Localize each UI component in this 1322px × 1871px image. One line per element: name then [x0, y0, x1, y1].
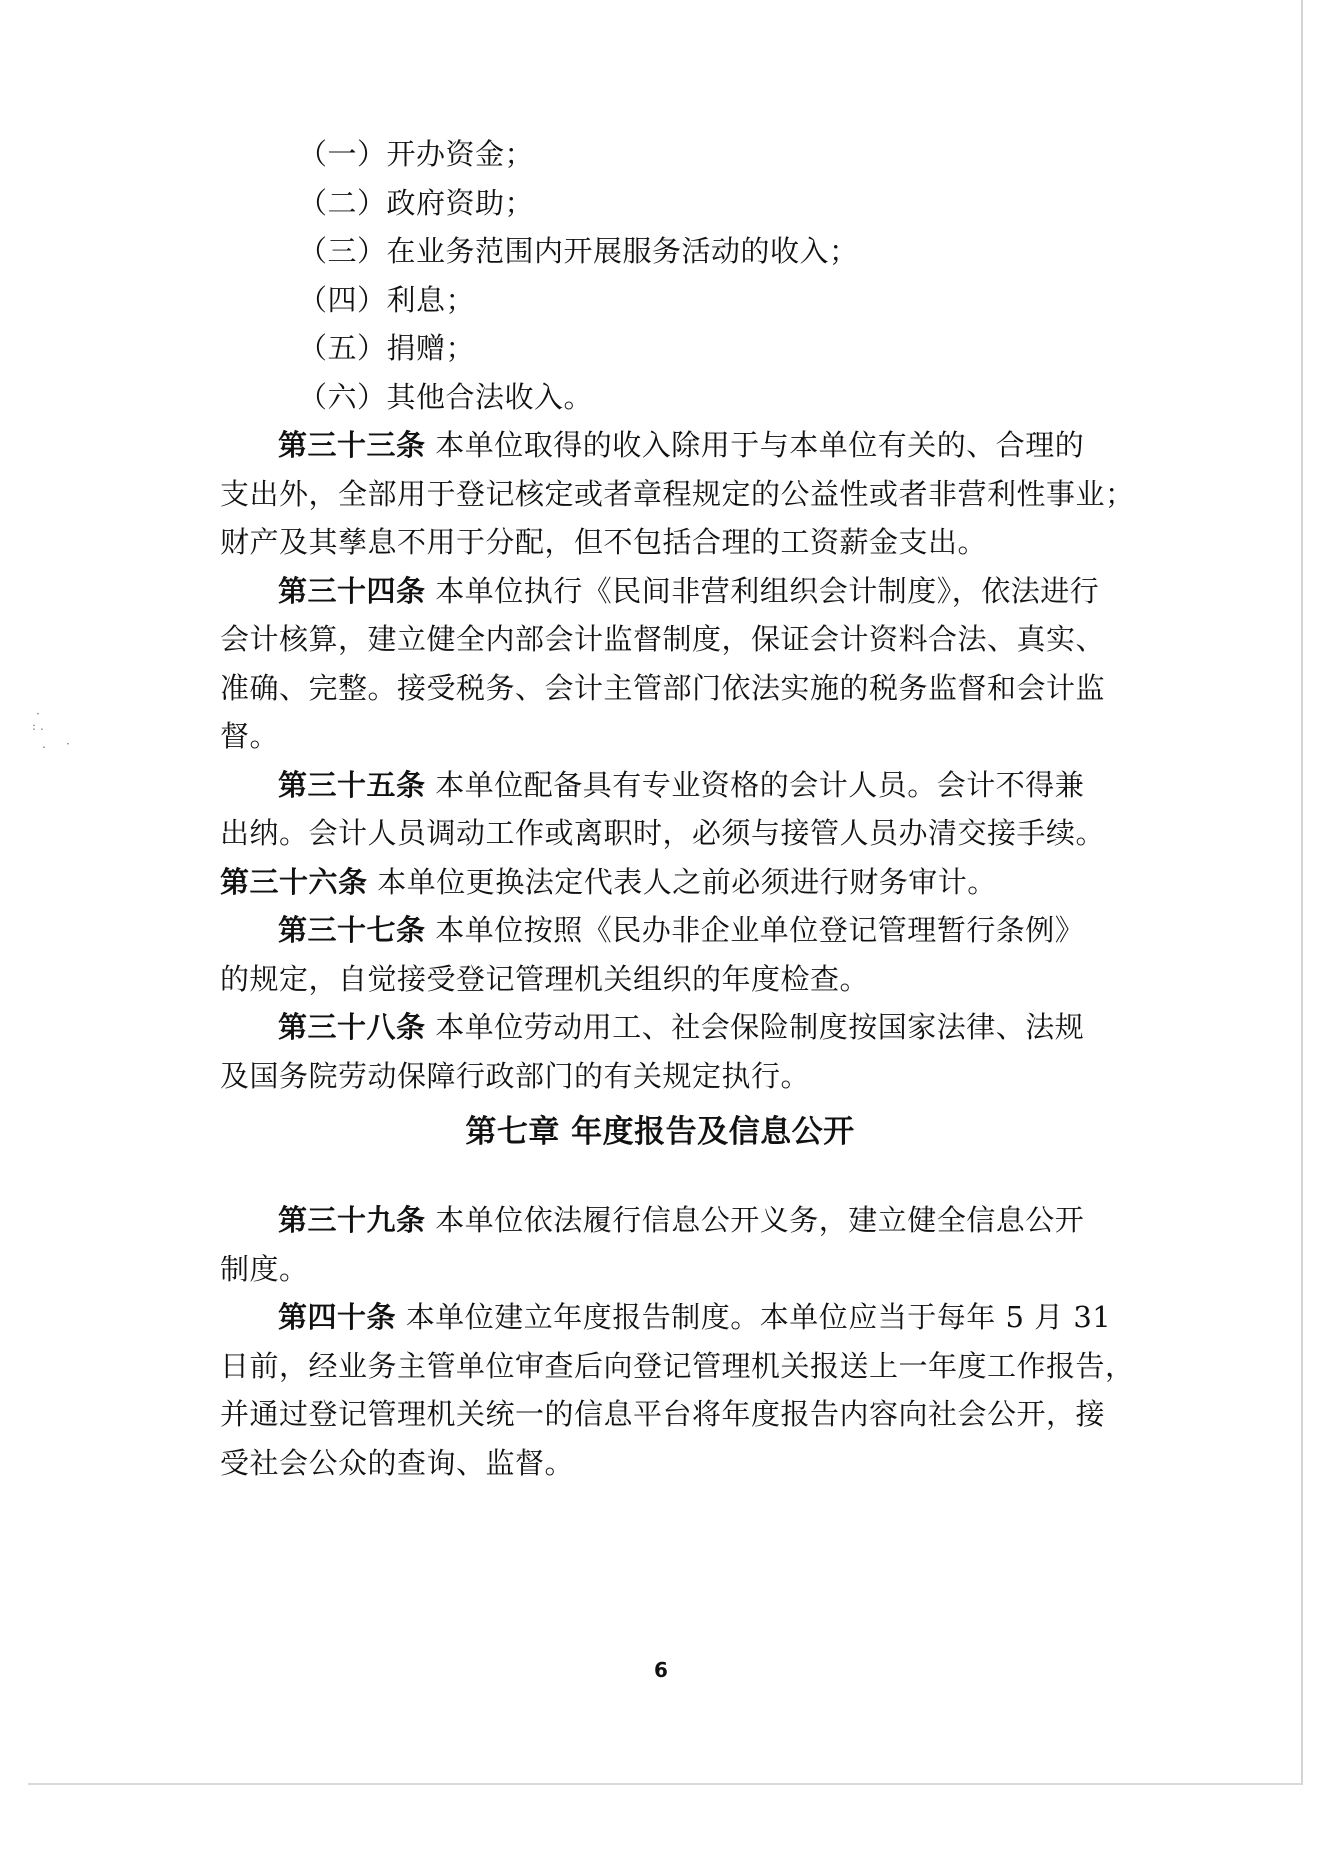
article-text: 本单位配备具有专业资格的会计人员。会计不得兼	[435, 767, 1085, 802]
article-text: 的规定，自觉接受登记管理机关组织的年度检查。	[220, 961, 870, 996]
article-35	[220, 761, 1106, 858]
chapter-heading: 第七章 年度报告及信息公开	[465, 1114, 855, 1150]
article-38	[220, 1003, 1100, 1100]
article-text: 日前，经业务主管单位审查后向登记管理机关报送上一年度工作报告，	[220, 1348, 1135, 1383]
article-text: 会计核算，建立健全内部会计监督制度，保证会计资料合法、真实、	[220, 622, 1106, 656]
article-label: 第三十九条	[278, 1203, 426, 1237]
margin-specks: · : . . ·	[32, 707, 70, 751]
article-text: 本单位劳动用工、社会保险制度按国家法律、法规	[435, 1010, 1085, 1044]
scan-right-edge	[1301, 0, 1303, 1785]
article-text: 本单位取得的收入除用于与本单位有关的、合理的	[435, 428, 1085, 462]
list-item: （一）开办资金；	[298, 137, 535, 171]
article-label: 第三十八条	[278, 1010, 426, 1044]
article-37	[220, 906, 1100, 1003]
list-item: （三）在业务范围内开展服务活动的收入；	[298, 234, 859, 268]
document-body	[220, 130, 1135, 1487]
scan-bottom-edge	[28, 1783, 1303, 1785]
list-item: （四）利息；	[298, 282, 476, 317]
article-label: 第三十三条	[278, 428, 426, 462]
article-33	[220, 421, 1135, 567]
article-36	[220, 858, 1100, 907]
article-text: 制度。	[220, 1251, 309, 1286]
article-text: 本单位建立年度报告制度。本单位应当于每年 5 月 31	[405, 1300, 1112, 1334]
article-text: 出纳。会计人员调动工作或离职时，必须与接管人员办清交接手续。	[220, 816, 1106, 850]
article-label: 第四十条	[278, 1300, 397, 1334]
article-text: 准确、完整。接受税务、会计主管部门依法实施的税务监督和会计监	[220, 670, 1106, 705]
article-text: 本单位按照《民办非企业单位登记管理暂行条例》	[435, 913, 1085, 947]
article-text: 受社会公众的查询、监督。	[220, 1445, 575, 1480]
article-39	[220, 1196, 1100, 1293]
article-text: 本单位更换法定代表人之前必须进行财务审计。	[377, 864, 997, 899]
article-40	[220, 1293, 1135, 1487]
article-text: 本单位执行《民间非营利组织会计制度》，依法进行	[435, 573, 1100, 608]
article-text: 本单位依法履行信息公开义务，建立健全信息公开	[435, 1203, 1085, 1237]
article-label: 第三十五条	[278, 767, 426, 802]
list-item: （五）捐赠；	[298, 331, 476, 365]
article-label: 第三十四条	[278, 573, 426, 608]
page-number: 6	[654, 1658, 668, 1682]
article-text: 支出外，全部用于登记核定或者章程规定的公益性或者非营利性事业；	[220, 476, 1135, 511]
list-item: （六）其他合法收入。	[298, 379, 594, 414]
article-34	[220, 567, 1106, 761]
list-item: （二）政府资助；	[298, 185, 535, 220]
article-text: 并通过登记管理机关统一的信息平台将年度报告内容向社会公开，接	[220, 1397, 1106, 1431]
article-label: 第三十七条	[278, 913, 426, 947]
article-text: 财产及其孳息不用于分配，但不包括合理的工资薪金支出。	[220, 525, 988, 559]
article-label: 第三十六条	[220, 864, 368, 899]
article-text: 及国务院劳动保障行政部门的有关规定执行。	[220, 1058, 811, 1093]
article-text: 督。	[220, 719, 280, 753]
